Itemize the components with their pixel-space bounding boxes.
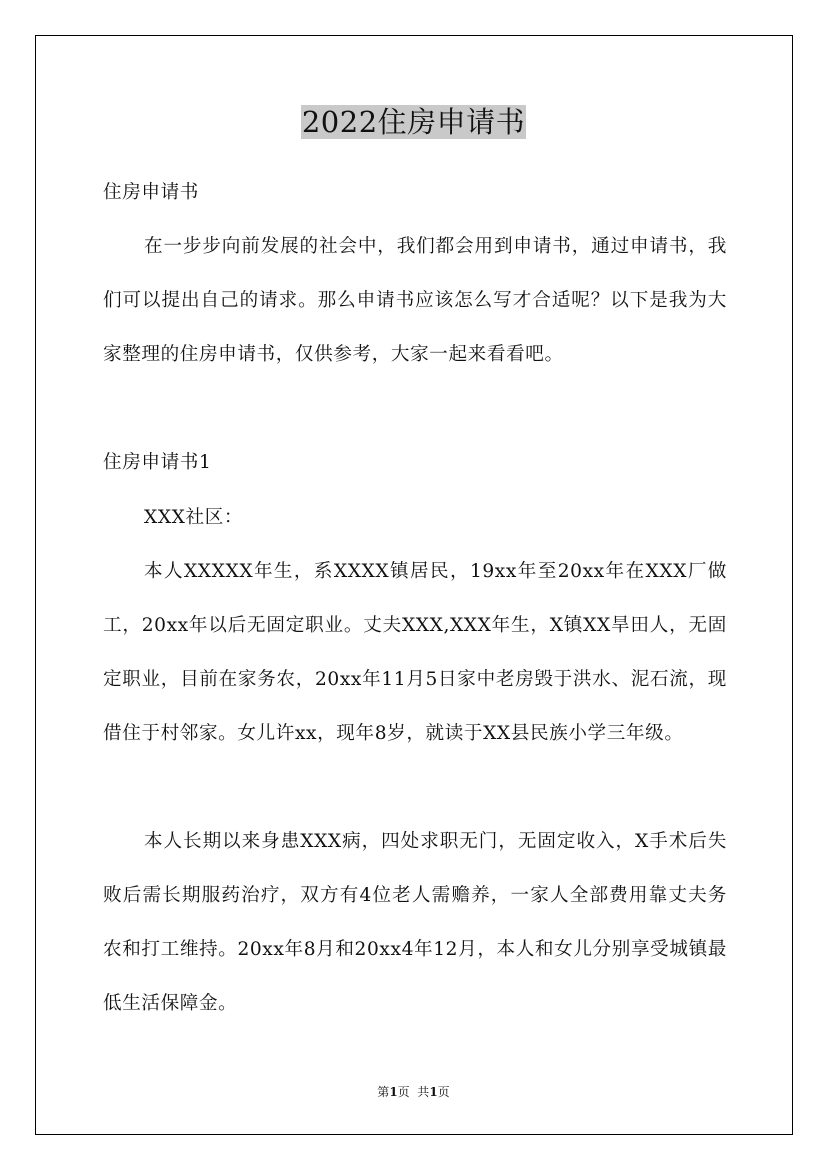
section-title: 住房申请书1 [103,452,212,473]
footer-mid: 页 共 [397,1085,430,1099]
body-paragraph-1: 本人XXXXX年生，系XXXX镇居民，19xx年至20xx年在XXX厂做工，20xx年以后无固定职业。丈夫XXX,XXX年生，X镇XX旱田人，无固定职业，目前在家务农，20xx年11月5日家中老房毁于洪水、泥石流，现借住于村邻家。女儿许xx，现年8岁，就读于XX县民族小学三年级。 [103,561,727,744]
salutation: XXX社区： [144,507,244,528]
document-title-text: 2022住房申请书 [301,105,526,139]
footer-page-total: 1 [429,1085,438,1099]
document-heading: 住房申请书 [103,182,199,203]
document-title [0,102,827,142]
footer-prefix: 第 [377,1085,390,1099]
body-paragraph-2: 本人长期以来身患XXX病，四处求职无门，无固定收入，X手术后失败后需长期服药治疗，双方有4位老人需赡养，一家人全部费用靠丈夫务农和打工维持。20xx年8月和20xx4年12月，本人和女儿分别享受城镇最低生活保障金。 [103,831,727,1014]
footer-suffix: 页 [437,1085,450,1099]
page-footer [0,1085,827,1099]
footer-page-number: 1 [389,1085,398,1099]
intro-paragraph: 在一步步向前发展的社会中，我们都会用到申请书，通过申请书，我们可以提出自己的请求。那么申请书应该怎么写才合适呢？以下是我为大家整理的住房申请书，仅供参考，大家一起来看看吧。 [103,236,727,365]
